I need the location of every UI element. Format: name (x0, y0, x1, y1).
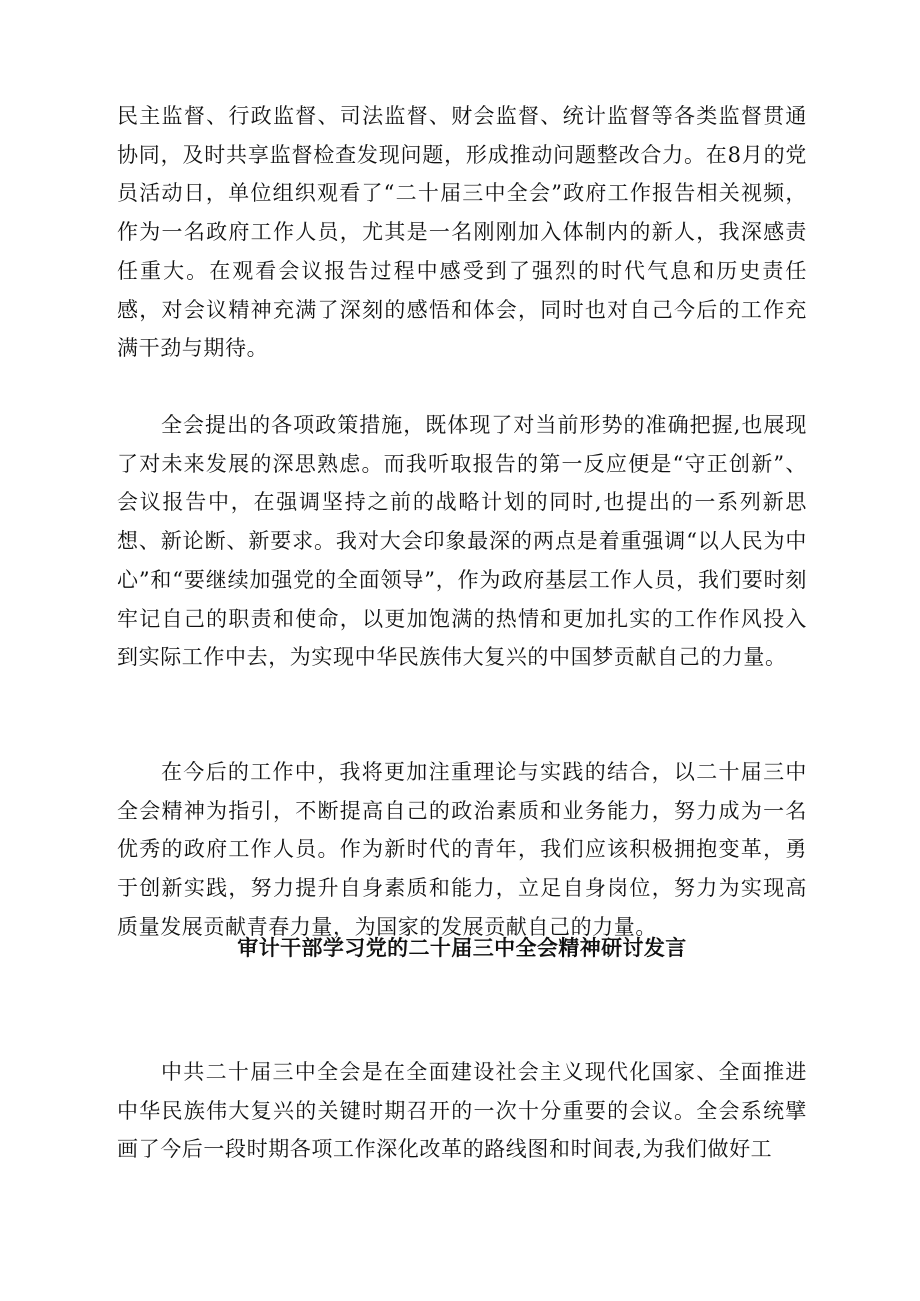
body-paragraph-3: 在今后的工作中，我将更加注重理论与实践的结合，以二十届三中全会精神为指引，不断提高自己的政治素质和业务能力，努力成为一名优秀的政府工作人员。作为新时代的青年，我们应该积极拥抱变革，勇于创新实践，努力提升自身素质和能力，立足自身岗位，努力为实现高质量发展贡献青春力量，为国家的发展贡献自己的力量。 (117, 760, 807, 939)
body-paragraph-4: 中共二十届三中全会是在全面建设社会主义现代化国家、全面推进中华民族伟大复兴的关键时期召开的一次十分重要的会议。全会系统擘画了今后一段时期各项工作深化改革的路线图和时间表,为我们做好工 (117, 1060, 807, 1162)
section-heading: 审计干部学习党的二十届三中全会精神研讨发言 (237, 936, 687, 960)
body-paragraph-1: 民主监督、行政监督、司法监督、财会监督、统计监督等各类监督贯通协同，及时共享监督检查发现问题，形成推动问题整改合力。在8月的党员活动日，单位组织观看了“二十届三中全会”政府工作报告相关视频，作为一名政府工作人员，尤其是一名刚刚加入体制内的新人，我深感责任重大。在观看会议报告过程中感受到了强烈的时代气息和历史责任感，对会议精神充满了深刻的感悟和体会，同时也对自己今后的工作充满干劲与期待。 (117, 104, 807, 361)
body-paragraph-2: 全会提出的各项政策措施，既体现了对当前形势的准确把握,也展现了对未来发展的深思熟虑。而我听取报告的第一反应便是“守正创新”、会议报告中，在强调坚持之前的战略计划的同时,也提出的一系列新思想、新论断、新要求。我对大会印象最深的两点是着重强调“以人民为中心”和“要继续加强党的全面领导”，作为政府基层工作人员，我们要时刻牢记自己的职责和使命，以更加饱满的热情和更加扎实的工作作风投入到实际工作中去，为实现中华民族伟大复兴的中国梦贡献自己的力量。 (117, 413, 807, 670)
